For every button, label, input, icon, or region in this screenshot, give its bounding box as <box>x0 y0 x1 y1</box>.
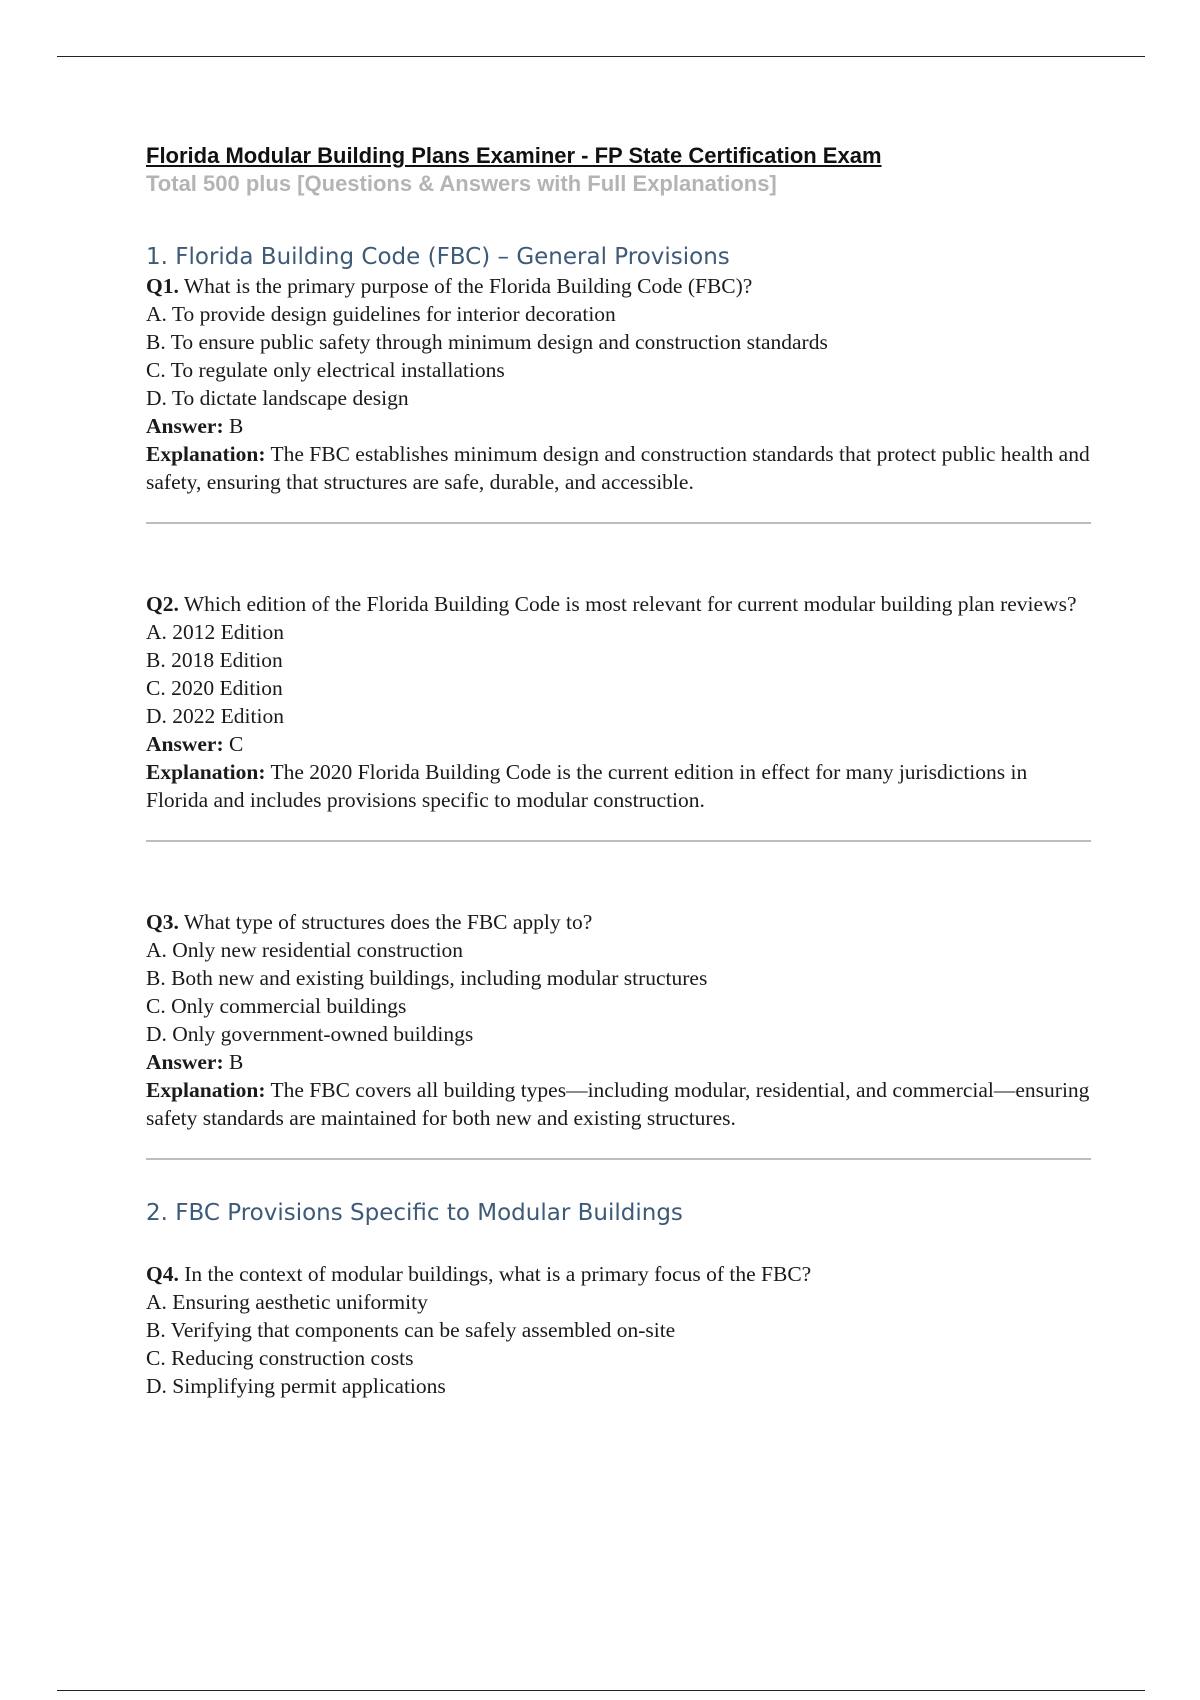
question-q2 <box>146 590 1091 814</box>
question-divider <box>146 840 1091 842</box>
question-text: What type of structures does the FBC apply to? <box>183 910 593 934</box>
option-a: A. To provide design guidelines for interior decoration <box>146 302 616 326</box>
answer-line <box>146 1048 1091 1076</box>
option-d: D. Only government-owned buildings <box>146 1022 474 1046</box>
explanation-label: Explanation: <box>146 1078 266 1102</box>
document-body <box>146 142 1091 1400</box>
explanation-line <box>146 758 1091 814</box>
question-stem <box>146 272 1091 300</box>
option-c: C. To regulate only electrical installations <box>146 358 505 382</box>
page-top-rule <box>57 56 1145 57</box>
question-q1 <box>146 272 1091 496</box>
answer-line <box>146 730 1091 758</box>
option-d: D. To dictate landscape design <box>146 386 409 410</box>
option-b: B. Both new and existing buildings, including modular structures <box>146 966 708 990</box>
answer-label: Answer: <box>146 1050 224 1074</box>
question-stem <box>146 1260 1091 1288</box>
option-b: B. To ensure public safety through minimum design and construction standards <box>146 330 828 354</box>
explanation-line <box>146 440 1091 496</box>
question-number: Q1. <box>146 274 179 298</box>
question-number: Q3. <box>146 910 179 934</box>
option-c: C. Only commercial buildings <box>146 994 407 1018</box>
option-a: A. 2012 Edition <box>146 620 284 644</box>
option-a: A. Ensuring aesthetic uniformity <box>146 1290 428 1314</box>
option-d: D. 2022 Edition <box>146 704 284 728</box>
question-stem <box>146 590 1091 618</box>
question-number: Q2. <box>146 592 179 616</box>
explanation-line <box>146 1076 1091 1132</box>
explanation-text: The FBC establishes minimum design and construction standards that protect public health and safety, ensuring that structures are safe, durable, and accessible. <box>146 442 1090 494</box>
document-title: Florida Modular Building Plans Examiner - FP State Certification Exam <box>146 143 882 168</box>
explanation-text: The FBC covers all building types—including modular, residential, and commercial—ensuring safety standards are maintained for both new and existing structures. <box>146 1078 1090 1130</box>
answer-value: C <box>229 732 244 756</box>
question-stem <box>146 908 1091 936</box>
answer-line <box>146 412 1091 440</box>
section-heading-1: 1. Florida Building Code (FBC) – General Provisions <box>146 244 730 270</box>
document-subtitle: Total 500 plus [Questions & Answers with Full Explanations] <box>146 171 777 196</box>
page-bottom-rule <box>57 1690 1145 1691</box>
explanation-label: Explanation: <box>146 760 266 784</box>
question-q3 <box>146 908 1091 1132</box>
question-number: Q4. <box>146 1262 179 1286</box>
question-text: In the context of modular buildings, what is a primary focus of the FBC? <box>184 1262 812 1286</box>
answer-label: Answer: <box>146 414 224 438</box>
option-b: B. Verifying that components can be safely assembled on-site <box>146 1318 676 1342</box>
option-c: C. Reducing construction costs <box>146 1346 414 1370</box>
answer-value: B <box>229 1050 244 1074</box>
answer-value: B <box>229 414 244 438</box>
explanation-label: Explanation: <box>146 442 266 466</box>
option-a: A. Only new residential construction <box>146 938 464 962</box>
question-text: Which edition of the Florida Building Code is most relevant for current modular building plan reviews? <box>183 592 1077 616</box>
section-divider <box>146 1158 1091 1160</box>
section-heading-2: 2. FBC Provisions Specific to Modular Buildings <box>146 1200 683 1226</box>
question-q4 <box>146 1260 1091 1400</box>
explanation-text: The 2020 Florida Building Code is the current edition in effect for many jurisdictions in Florida and includes provisions specific to modular construction. <box>146 760 1028 812</box>
answer-label: Answer: <box>146 732 224 756</box>
option-d: D. Simplifying permit applications <box>146 1374 446 1398</box>
question-divider <box>146 522 1091 524</box>
option-b: B. 2018 Edition <box>146 648 283 672</box>
option-c: C. 2020 Edition <box>146 676 283 700</box>
question-text: What is the primary purpose of the Florida Building Code (FBC)? <box>183 274 753 298</box>
